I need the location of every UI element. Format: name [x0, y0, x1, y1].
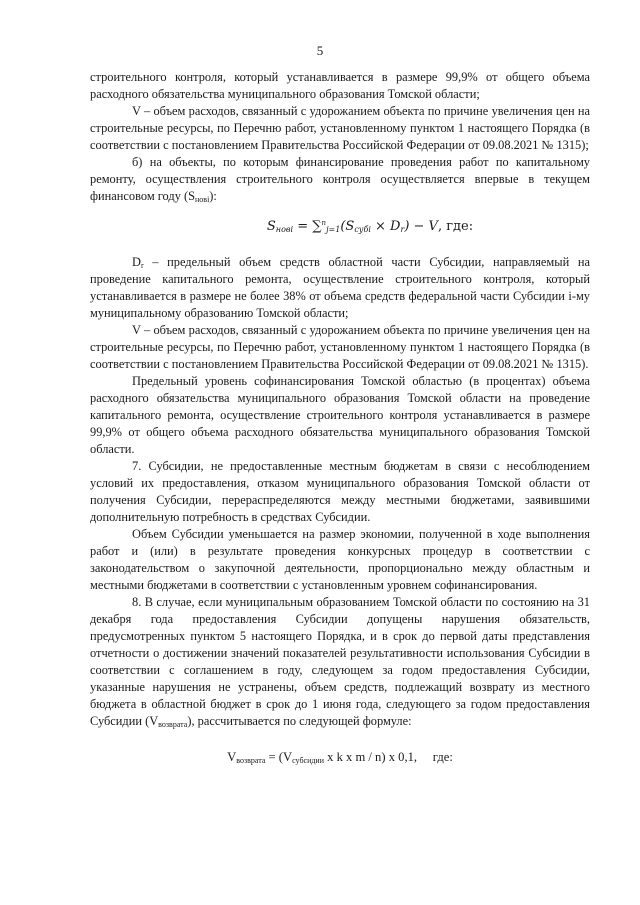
- subscript: субсидии: [292, 756, 324, 765]
- subscript: субі: [354, 225, 371, 234]
- formula-symbol: V: [227, 750, 237, 764]
- paragraph-v-definition-2: [90, 322, 590, 373]
- paragraph-text: б) на объекты, по которым финансирование проведения работ по капитальному ремонту, осуществления строительного контроля осуществляется впервые в текущем финансовом году (S: [90, 155, 590, 203]
- formula-tail: где:: [432, 750, 453, 764]
- paragraph-text: V – объем расходов, связанный с удорожанием объекта по причине увеличения цен на строительные ресурсы, по Перечню работ, установленному пунктом 1 настоящего Порядка (в соответствии с постановлением Правительства Российской Федерации от 09.08.2021 № 1315);: [90, 104, 590, 152]
- formula-operator: × D: [370, 219, 401, 234]
- subscript: r: [140, 261, 144, 270]
- paragraph-text: V – объем расходов, связанный с удорожанием объекта по причине увеличения цен на строительные ресурсы, по Перечню работ, установленному пунктом 1 настоящего Порядка (в соответствии с постановлением Правительства Российской Федерации от 09.08.2021 № 1315).: [90, 323, 590, 371]
- subscript: r: [400, 225, 405, 234]
- subscript: возврата: [236, 756, 266, 765]
- formula-symbol: S: [266, 219, 276, 234]
- formula-operator: = (V: [265, 750, 293, 764]
- formula-tail: , где:: [437, 219, 474, 234]
- paragraph-text: 8. В случае, если муниципальным образованием Томской области по состоянию на 31 декабря года предоставления Субсидии допущены нарушения обязательств, предусмотренных пунктом 5 настоящего Порядка, и в срок до первой даты представления отчетности о достижении значений показателей результативности использования Субсидии в соответствии с соглашением в году, следующем за годом предоставления Субсидии, указанные нарушения не устранены, объем средств, подлежащий возврату из местного бюджета в областной бюджет в срок до 1 июня года, следующего за годом предоставления Субсидии (V: [90, 595, 590, 728]
- superscript: n: [321, 219, 327, 227]
- formula-operator: = ∑: [293, 219, 322, 234]
- page-number: 5: [316, 43, 324, 58]
- paragraph-d-definition: [90, 254, 590, 322]
- paragraph-item-8: [90, 594, 590, 730]
- paragraph-text: Предельный уровень софинансирования Томской областью (в процентах) объема расходного обязательства муниципального образования Томской области на проведение капитального ремонта, осуществление строительного контроля устанавливается в размере 99,9% от общего объема расходного обязательства муниципального образования Томской области.: [90, 374, 590, 456]
- formula-operator: x k x m / n) x 0,1,: [323, 750, 418, 764]
- paragraph-continuation: [90, 69, 590, 103]
- formula-operator: ) − V: [404, 219, 438, 234]
- paragraph-text: строительного контроля, который устанавливается в размере 99,9% от общего объема расходного обязательства муниципального образования Томской области;: [90, 70, 590, 101]
- paragraph-v-definition-1: [90, 103, 590, 154]
- formula-symbol: D: [132, 255, 141, 269]
- paragraph-subsidy-reduction: [90, 526, 590, 594]
- subscript: нові: [195, 195, 210, 204]
- paragraph-cofinancing-level: [90, 373, 590, 458]
- subscript: возврата: [158, 720, 188, 729]
- subscript: j=1: [326, 225, 341, 234]
- paragraph-item-7: [90, 458, 590, 526]
- paragraph-text: Объем Субсидии уменьшается на размер экономии, полученной в ходе выполнения работ и (или) в результате проведения конкурсных процедур в соответствии с законодательством о закупочной деятельности, пропорционально между областным и местными бюджетами в соответствии с установленным уровнем софинансирования.: [90, 527, 590, 592]
- paragraph-item-b: [90, 154, 590, 205]
- paragraph-text: – предельный объем средств областной части Субсидии, направляемый на проведение капитального ремонта, осуществление строительного контроля, который устанавливается в размере не более 38% от объема средств федеральной части Субсидии i-му муниципальному образованию Томской области;: [90, 255, 590, 320]
- formula-s-new: [150, 216, 590, 238]
- formula-symbol: (S: [340, 219, 355, 234]
- paragraph-text: 7. Субсидии, не предоставленные местным бюджетам в связи с несоблюдением условий их предоставления, отказом муниципального образования Томской области от получения Субсидии, перераспределяются между местными бюджетами, заявившими дополнительную потребность в средствах Субсидии.: [90, 459, 590, 524]
- subscript: нові: [275, 225, 294, 234]
- paragraph-text: ):: [209, 189, 217, 203]
- formula-v-return: [90, 749, 590, 766]
- page-body: [90, 69, 590, 766]
- paragraph-text: ), рассчитывается по следующей формуле:: [187, 714, 412, 728]
